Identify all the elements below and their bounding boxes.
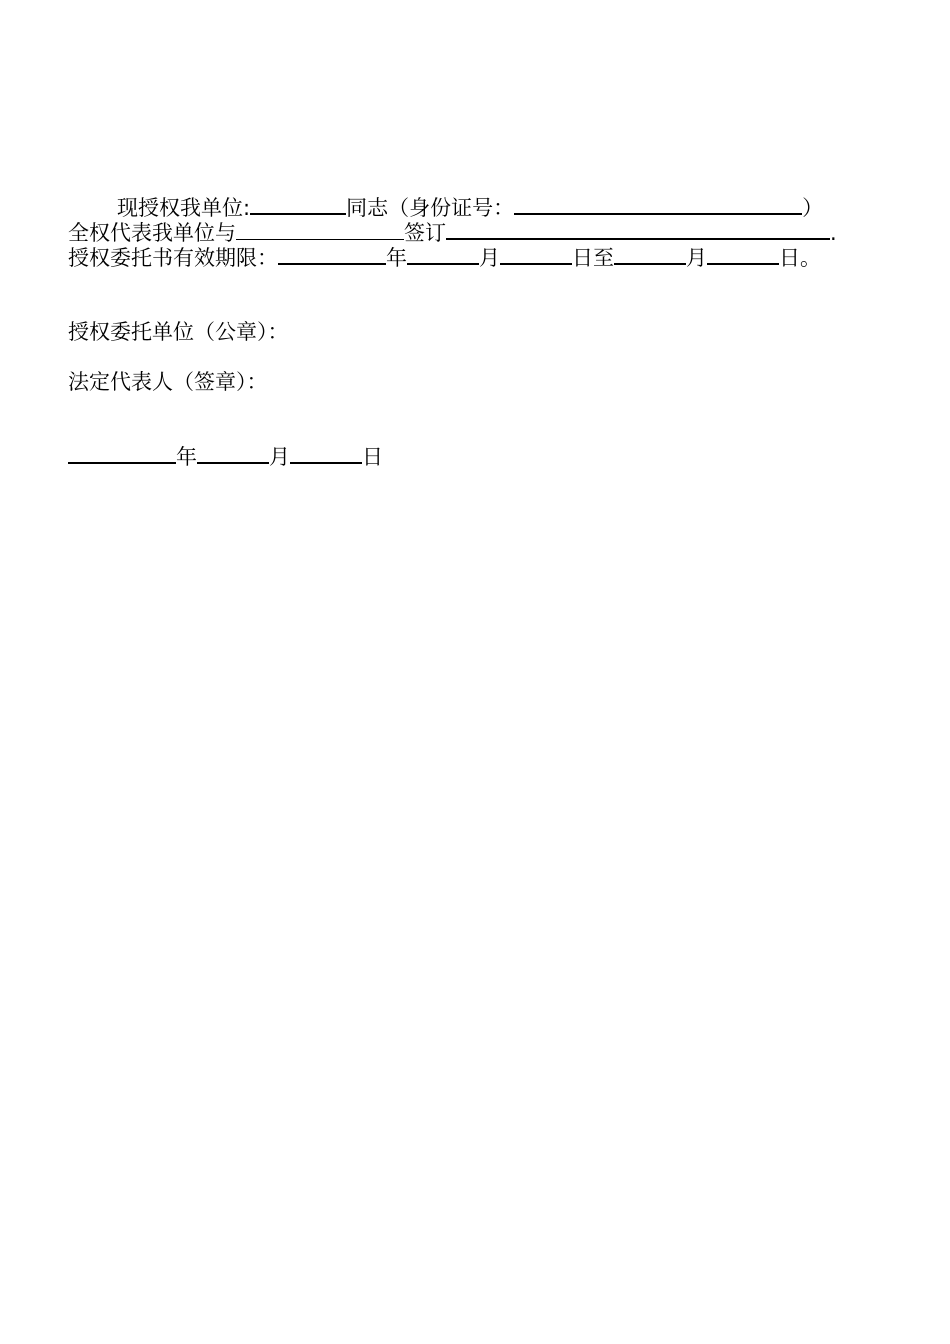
validity-period-label: 授权委托书有效期限：	[68, 246, 278, 270]
legal-representative-label: 法定代表人（签章）：	[68, 370, 268, 394]
sign-month-label: 月	[269, 445, 290, 469]
id-number-blank[interactable]	[514, 195, 802, 215]
end-month-label: 月	[686, 246, 707, 270]
sign-day-label: 日	[362, 445, 383, 469]
line2-lead-text: 全权代表我单位与	[68, 221, 236, 245]
sign-month-blank[interactable]	[197, 444, 269, 464]
start-year-blank[interactable]	[278, 245, 386, 265]
line2-end-text: .	[830, 221, 837, 245]
start-month-blank[interactable]	[407, 245, 479, 265]
paragraph-line-1	[117, 195, 823, 221]
end-day-blank[interactable]	[707, 245, 779, 265]
start-year-label: 年	[386, 246, 407, 270]
end-month-blank[interactable]	[614, 245, 686, 265]
start-day-blank[interactable]	[500, 245, 572, 265]
start-day-to-label: 日至	[572, 246, 614, 270]
sign-day-blank[interactable]	[290, 444, 362, 464]
paragraph-line-2	[68, 220, 837, 246]
comrade-name-blank[interactable]	[250, 195, 346, 215]
legal-representative-line	[68, 369, 268, 395]
counterparty-blank[interactable]	[236, 221, 404, 240]
line1-comrade-id-text: 同志（身份证号：	[346, 196, 515, 220]
signing-date-line	[68, 444, 383, 470]
sign-year-label: 年	[176, 445, 197, 469]
line1-end-text: ）	[802, 196, 824, 220]
line2-sign-text: 签订	[404, 221, 446, 245]
contract-name-blank[interactable]	[446, 220, 830, 240]
unit-seal-label: 授权委托单位（公章）：	[68, 320, 289, 344]
start-month-label: 月	[479, 246, 500, 270]
unit-seal-line	[68, 319, 289, 345]
paragraph-line-3	[68, 245, 821, 271]
sign-year-blank[interactable]	[68, 444, 176, 464]
line1-lead-text: 现授权我单位:	[117, 196, 251, 220]
end-day-label: 日。	[779, 246, 821, 270]
